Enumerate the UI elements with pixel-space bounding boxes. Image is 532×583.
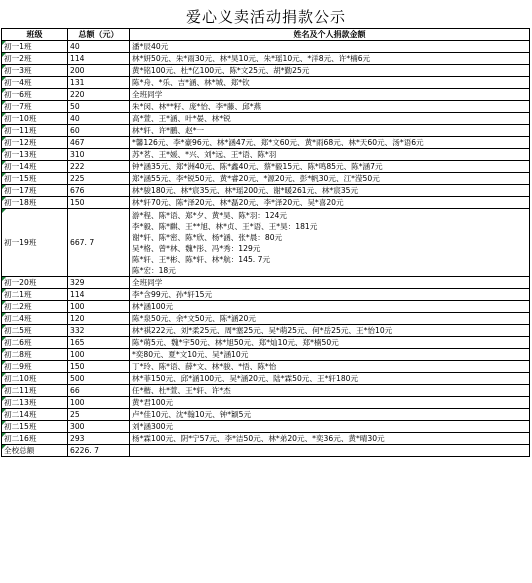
names-line: 陈*轩、王*彬、陈*轩、林*航：145. 7元 xyxy=(132,255,271,264)
class-cell[interactable]: 初一2班 xyxy=(2,53,68,65)
names-cell[interactable]: 黄*君100元 xyxy=(130,397,530,409)
total-cell[interactable]: 100 xyxy=(68,349,130,361)
class-cell[interactable]: 初二11班 xyxy=(2,385,68,397)
names-cell[interactable]: 钟*涵35元、郑*洲40元、陈*鑫40元、蔡*毅15元、陈*鸣85元、陈*涵7元 xyxy=(130,161,530,173)
class-cell[interactable]: 初二1班 xyxy=(2,289,68,301)
total-cell[interactable]: 100 xyxy=(68,301,130,313)
names-cell[interactable]: 刘*涵300元 xyxy=(130,421,530,433)
names-cell[interactable]: 李*含99元、孙*轩15元 xyxy=(130,289,530,301)
table-row xyxy=(2,397,530,409)
names-cell[interactable]: 郑*涵55元、李*锐50元、黄*睿20元、*源20元、彭*帆30元、江*滢50元 xyxy=(130,173,530,185)
table-row xyxy=(2,445,530,457)
total-cell[interactable]: 329 xyxy=(68,277,130,289)
total-cell[interactable]: 220 xyxy=(68,89,130,101)
class-cell[interactable]: 初一4班 xyxy=(2,77,68,89)
class-cell[interactable]: 初一17班 xyxy=(2,185,68,197)
total-cell[interactable]: 150 xyxy=(68,361,130,373)
names-line: 游*程、陈*语、郑*夕、黄*昊、陈*羽：124元 xyxy=(132,211,287,220)
page-title: 爱心义卖活动捐款公示 xyxy=(185,8,346,26)
class-cell[interactable]: 初二9班 xyxy=(2,361,68,373)
class-cell[interactable]: 初一7班 xyxy=(2,101,68,113)
table-row xyxy=(2,113,530,125)
class-cell[interactable]: 初二2班 xyxy=(2,301,68,313)
names-cell[interactable]: 高*萱、王*涵、叶*晏、林*锐 xyxy=(130,113,530,125)
table-row xyxy=(2,149,530,161)
table-row xyxy=(2,197,530,209)
total-cell[interactable]: 200 xyxy=(68,65,130,77)
class-cell[interactable]: 初一20班 xyxy=(2,277,68,289)
table-row xyxy=(2,313,530,325)
names-cell[interactable]: 陈*舟、*乐、吉*涵、林*城、郑*钦 xyxy=(130,77,530,89)
header-names[interactable]: 姓名及个人捐款金额 xyxy=(130,29,530,41)
names-line: 陈*宏：18元 xyxy=(132,266,176,275)
names-cell[interactable]: 全班同学 xyxy=(130,277,530,289)
names-cell[interactable]: 林*菲150元、邱*涵100元、吴*涵20元、陆*霖50元、王*轩180元 xyxy=(130,373,530,385)
total-cell[interactable]: 66 xyxy=(68,385,130,397)
total-cell[interactable]: 100 xyxy=(68,397,130,409)
total-cell[interactable]: 40 xyxy=(68,41,130,53)
table-row xyxy=(2,277,530,289)
names-cell[interactable]: 陈*泉50元、余*文50元、陈*涵20元 xyxy=(130,313,530,325)
table-row xyxy=(2,185,530,197)
total-cell[interactable]: 150 xyxy=(68,197,130,209)
table-row xyxy=(2,373,530,385)
total-cell[interactable]: 332 xyxy=(68,325,130,337)
class-cell[interactable]: 初二13班 xyxy=(2,397,68,409)
table-row xyxy=(2,173,530,185)
class-cell[interactable]: 初二8班 xyxy=(2,349,68,361)
class-cell[interactable]: 初二15班 xyxy=(2,421,68,433)
class-cell[interactable]: 初一6班 xyxy=(2,89,68,101)
class-cell[interactable]: 初二14班 xyxy=(2,409,68,421)
class-cell[interactable]: 初一11班 xyxy=(2,125,68,137)
total-cell[interactable]: 293 xyxy=(68,433,130,445)
class-cell[interactable]: 初一18班 xyxy=(2,197,68,209)
names-cell[interactable]: 黄*铭100元、杜*亿100元、陈*文25元、胡*勤25元 xyxy=(130,65,530,77)
table-row xyxy=(2,65,530,77)
table-row xyxy=(2,421,530,433)
names-cell[interactable]: 林*祺222元、刘*柔25元、周*塞25元、吴*萌25元、何*岳25元、王*怡10元 xyxy=(130,325,530,337)
table-row xyxy=(2,301,530,313)
names-cell[interactable]: 丁*玲、陈*语、薛*文、林*骏、*悟、陈*怡 xyxy=(130,361,530,373)
table-row xyxy=(2,409,530,421)
class-cell[interactable]: 初二4班 xyxy=(2,313,68,325)
names-cell[interactable]: 卢*佳10元、沈*翰10元、钟*颖5元 xyxy=(130,409,530,421)
class-cell[interactable]: 初一3班 xyxy=(2,65,68,77)
names-cell[interactable]: 林*妍50元、朱*雨30元、林*昊10元、朱*瑶10元、*洋8元、许*楠6元 xyxy=(130,53,530,65)
table-row xyxy=(2,385,530,397)
table-row xyxy=(2,137,530,149)
total-cell[interactable]: 500 xyxy=(68,373,130,385)
table-row xyxy=(2,361,530,373)
header-class[interactable]: 班级 xyxy=(2,29,68,41)
names-cell[interactable]: 朱*闵、林**籽、庞*怡、李*藤、邱*燕 xyxy=(130,101,530,113)
names-cell[interactable]: 全班同学 xyxy=(130,89,530,101)
names-cell[interactable]: *奕80元、夏*文10元、吴*涵10元 xyxy=(130,349,530,361)
table-row xyxy=(2,433,530,445)
table-row xyxy=(2,77,530,89)
class-cell[interactable]: 初一13班 xyxy=(2,149,68,161)
total-cell[interactable]: 114 xyxy=(68,289,130,301)
names-cell[interactable]: 杨*霖100元、阴*宁57元、李*洁50元、林*弟20元、*奕36元、黄*晴30元 xyxy=(130,433,530,445)
names-cell[interactable]: 林*轩70元、陈*泽20元、林*磊20元、李*泽20元、吴*喜20元 xyxy=(130,197,530,209)
total-cell[interactable]: 40 xyxy=(68,113,130,125)
names-cell[interactable]: 陈*萌5元、魏*宇50元、林*旭50元、郑*灿10元、郑*楠50元 xyxy=(130,337,530,349)
table-row xyxy=(2,101,530,113)
names-line: 李*毅、陈*麒、王**旭、林*贞、王*语、王*昊：181元 xyxy=(132,222,318,231)
total-cell[interactable]: 676 xyxy=(68,185,130,197)
class-cell[interactable]: 初一1班 xyxy=(2,41,68,53)
total-cell[interactable]: 225 xyxy=(68,173,130,185)
names-cell[interactable]: *馨126元、李*豪96元、林*涵47元、郑*文60元、黄*雨68元、林*天60元、汤*语6元 xyxy=(130,137,530,149)
total-cell[interactable]: 467 xyxy=(68,137,130,149)
table-row xyxy=(2,53,530,65)
total-cell[interactable]: 114 xyxy=(68,53,130,65)
class-cell[interactable]: 全校总额 xyxy=(2,445,68,457)
table-row xyxy=(2,349,530,361)
class-cell[interactable]: 初二5班 xyxy=(2,325,68,337)
table-row xyxy=(2,125,530,137)
total-cell[interactable]: 6226. 7 xyxy=(68,445,130,457)
total-cell[interactable]: 60 xyxy=(68,125,130,137)
total-cell[interactable]: 667. 7 xyxy=(68,209,130,277)
names-cell[interactable] xyxy=(130,445,530,457)
donation-table xyxy=(1,28,530,457)
total-cell[interactable]: 131 xyxy=(68,77,130,89)
total-cell[interactable]: 50 xyxy=(68,101,130,113)
class-cell[interactable]: 初一12班 xyxy=(2,137,68,149)
names-cell[interactable]: 林*涵100元 xyxy=(130,301,530,313)
names-line: 吴*格、曾*林、魏*彤、冯*秀：129元 xyxy=(132,244,261,253)
names-cell[interactable] xyxy=(130,209,530,277)
total-cell[interactable]: 120 xyxy=(68,313,130,325)
table-row xyxy=(2,41,530,53)
names-cell[interactable]: 林*轩、许*鹏、赵*一 xyxy=(130,125,530,137)
table-row xyxy=(2,89,530,101)
total-cell[interactable]: 300 xyxy=(68,421,130,433)
class-cell[interactable]: 初二6班 xyxy=(2,337,68,349)
table-row xyxy=(2,161,530,173)
total-cell[interactable]: 310 xyxy=(68,149,130,161)
table-row xyxy=(2,289,530,301)
names-cell[interactable]: 林*骏180元、林*宸35元、林*瑶200元、谢*暖261元、林*宸35元 xyxy=(130,185,530,197)
class-cell[interactable]: 初一14班 xyxy=(2,161,68,173)
total-cell[interactable]: 165 xyxy=(68,337,130,349)
header-row xyxy=(2,29,530,41)
class-cell[interactable]: 初一15班 xyxy=(2,173,68,185)
class-cell[interactable]: 初一10班 xyxy=(2,113,68,125)
table-row xyxy=(2,325,530,337)
class-cell[interactable]: 初一19班 xyxy=(2,209,68,277)
class-cell[interactable]: 初二10班 xyxy=(2,373,68,385)
class-cell[interactable]: 初二16班 xyxy=(2,433,68,445)
total-cell[interactable]: 25 xyxy=(68,409,130,421)
table-row xyxy=(2,337,530,349)
names-cell[interactable]: 苏*茗、王*媛、*兴、刘*远、王*语、陈*羽 xyxy=(130,149,530,161)
total-cell[interactable]: 222 xyxy=(68,161,130,173)
names-cell[interactable]: 潘*辰40元 xyxy=(130,41,530,53)
names-cell[interactable]: 任*楷、杜*萱、王*轩、许*杰 xyxy=(130,385,530,397)
table-row xyxy=(2,209,530,277)
names-line: 谢*轩、陈*密、陈*欣、杨*涵、张*晨：80元 xyxy=(132,233,283,242)
header-total[interactable]: 总额（元） xyxy=(68,29,130,41)
